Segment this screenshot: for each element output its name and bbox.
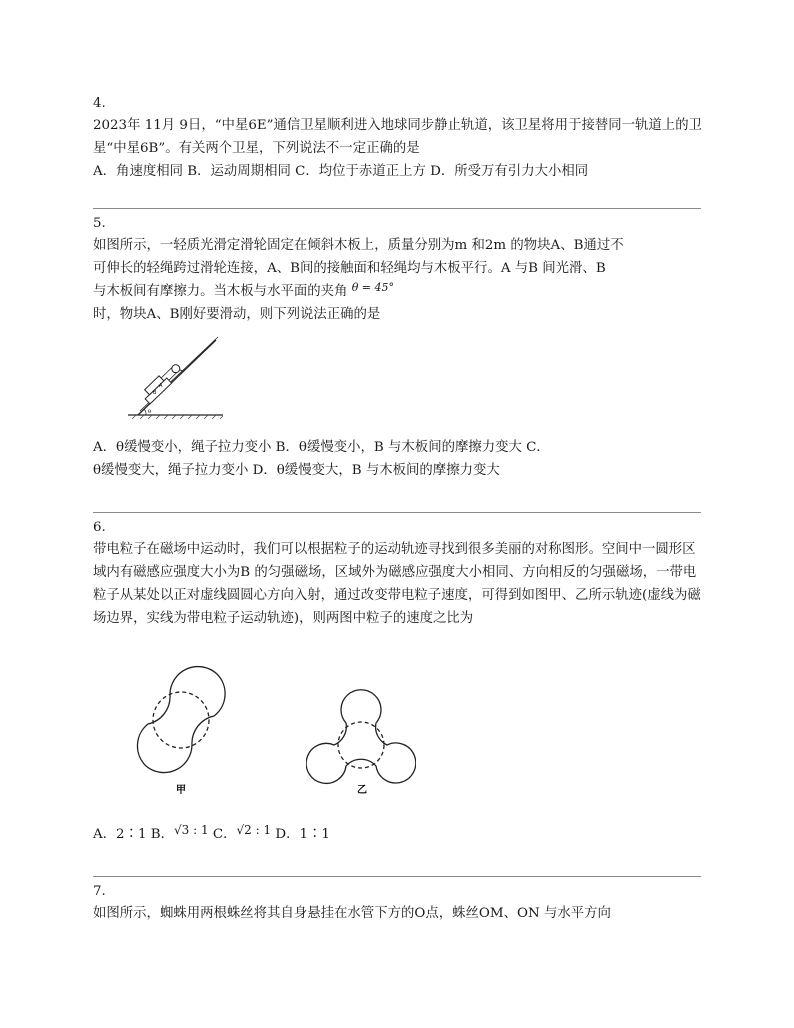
question-6-options	[93, 823, 703, 846]
question-stem-line	[93, 280, 703, 303]
divider	[93, 876, 701, 877]
answer-options-line	[93, 823, 703, 846]
question-6	[93, 517, 703, 630]
question-number: 4.	[93, 96, 106, 111]
block-a-label: A	[159, 383, 163, 389]
divider	[93, 512, 701, 513]
question-stem: 如图所示，蜘蛛用两根蛛丝将其自身悬挂在水管下方的O点，蛛丝OM、ON 与水平方向	[93, 906, 611, 921]
answer-options: A．角速度相同 B．运动周期相同 C．均位于赤道正上方 D．所受万有引力大小相同	[93, 164, 589, 179]
question-stem-line: 如图所示，一轻质光滑定滑轮固定在倾斜木板上，质量分别为m 和2m 的物块A、B通过不	[93, 238, 624, 253]
angle-arc	[145, 410, 147, 416]
question-number: 7.	[93, 884, 106, 899]
question-stem: 带电粒子在磁场中运动时，我们可以根据粒子的运动轨迹寻找到很多美丽的对称图形。空间中一圆形区域内有磁感应强度大小为B 的匀强磁场，区域外为磁感应强度大小相同、方向相反的匀强磁场，一带电粒子从某处以正对虚线圆圆心方向入射，通过改变带电粒子速度，可得到如图甲、乙所示轨迹(虚线为磁场边界，实线为带电粒子运动轨迹)，则两图中粒子的速度之比为	[93, 542, 701, 626]
ground-hatching	[132, 415, 223, 419]
option-a: A．2∶1 B．	[93, 827, 174, 842]
question-5-options	[93, 436, 703, 482]
option-c-math: √2 : 1	[236, 823, 272, 837]
rope-upper	[161, 367, 173, 378]
question-stem-text: 与木板间有摩擦力。当木板与水平面的夹角	[93, 284, 348, 299]
option-b-math: √3 : 1	[173, 823, 209, 837]
particle-trajectory	[306, 690, 416, 784]
particle-trajectory	[137, 667, 225, 773]
incline-pulley-figure	[128, 336, 228, 422]
question-5	[93, 213, 703, 326]
option-d: D．1∶1	[271, 827, 330, 842]
angle-formula: θ = 45°	[351, 281, 395, 294]
caption-yi: 乙	[357, 785, 367, 794]
question-stem: 2023年 11月 9日，“中星6E”通信卫星顺利进入地球同步静止轨道，该卫星将用于接替同一轨道上的卫星“中星6B”。有关两个卫星，下列说法不一定正确的是	[93, 118, 702, 156]
pulley	[170, 363, 181, 374]
caption-jia: 甲	[176, 785, 186, 794]
figure-jia	[126, 662, 238, 794]
question-stem-line: 可伸长的轻绳跨过滑轮连接，A、B间的接触面和轻绳均与木板平行。A 与B 间光滑、B	[93, 261, 606, 276]
question-number: 6.	[93, 520, 106, 535]
question-number: 5.	[93, 216, 106, 231]
answer-options-line: A．θ缓慢变小，绳子拉力变小 B．θ缓慢变小，B 与木板间的摩擦力变大 C．	[93, 440, 550, 455]
angle-label: θ	[148, 409, 152, 415]
block-b-label: B	[153, 390, 157, 396]
question-stem-line: 时，物块A、B刚好要滑动，则下列说法正确的是	[93, 307, 381, 322]
field-boundary	[338, 722, 384, 768]
answer-options-line: θ缓慢变大，绳子拉力变小 D．θ缓慢变大，B 与木板间的摩擦力变大	[93, 463, 500, 478]
question-4	[93, 93, 703, 183]
divider	[93, 208, 701, 209]
question-7	[93, 881, 703, 925]
field-boundary	[153, 692, 209, 748]
option-c-label: C．	[208, 827, 237, 842]
figure-yi	[306, 688, 416, 794]
